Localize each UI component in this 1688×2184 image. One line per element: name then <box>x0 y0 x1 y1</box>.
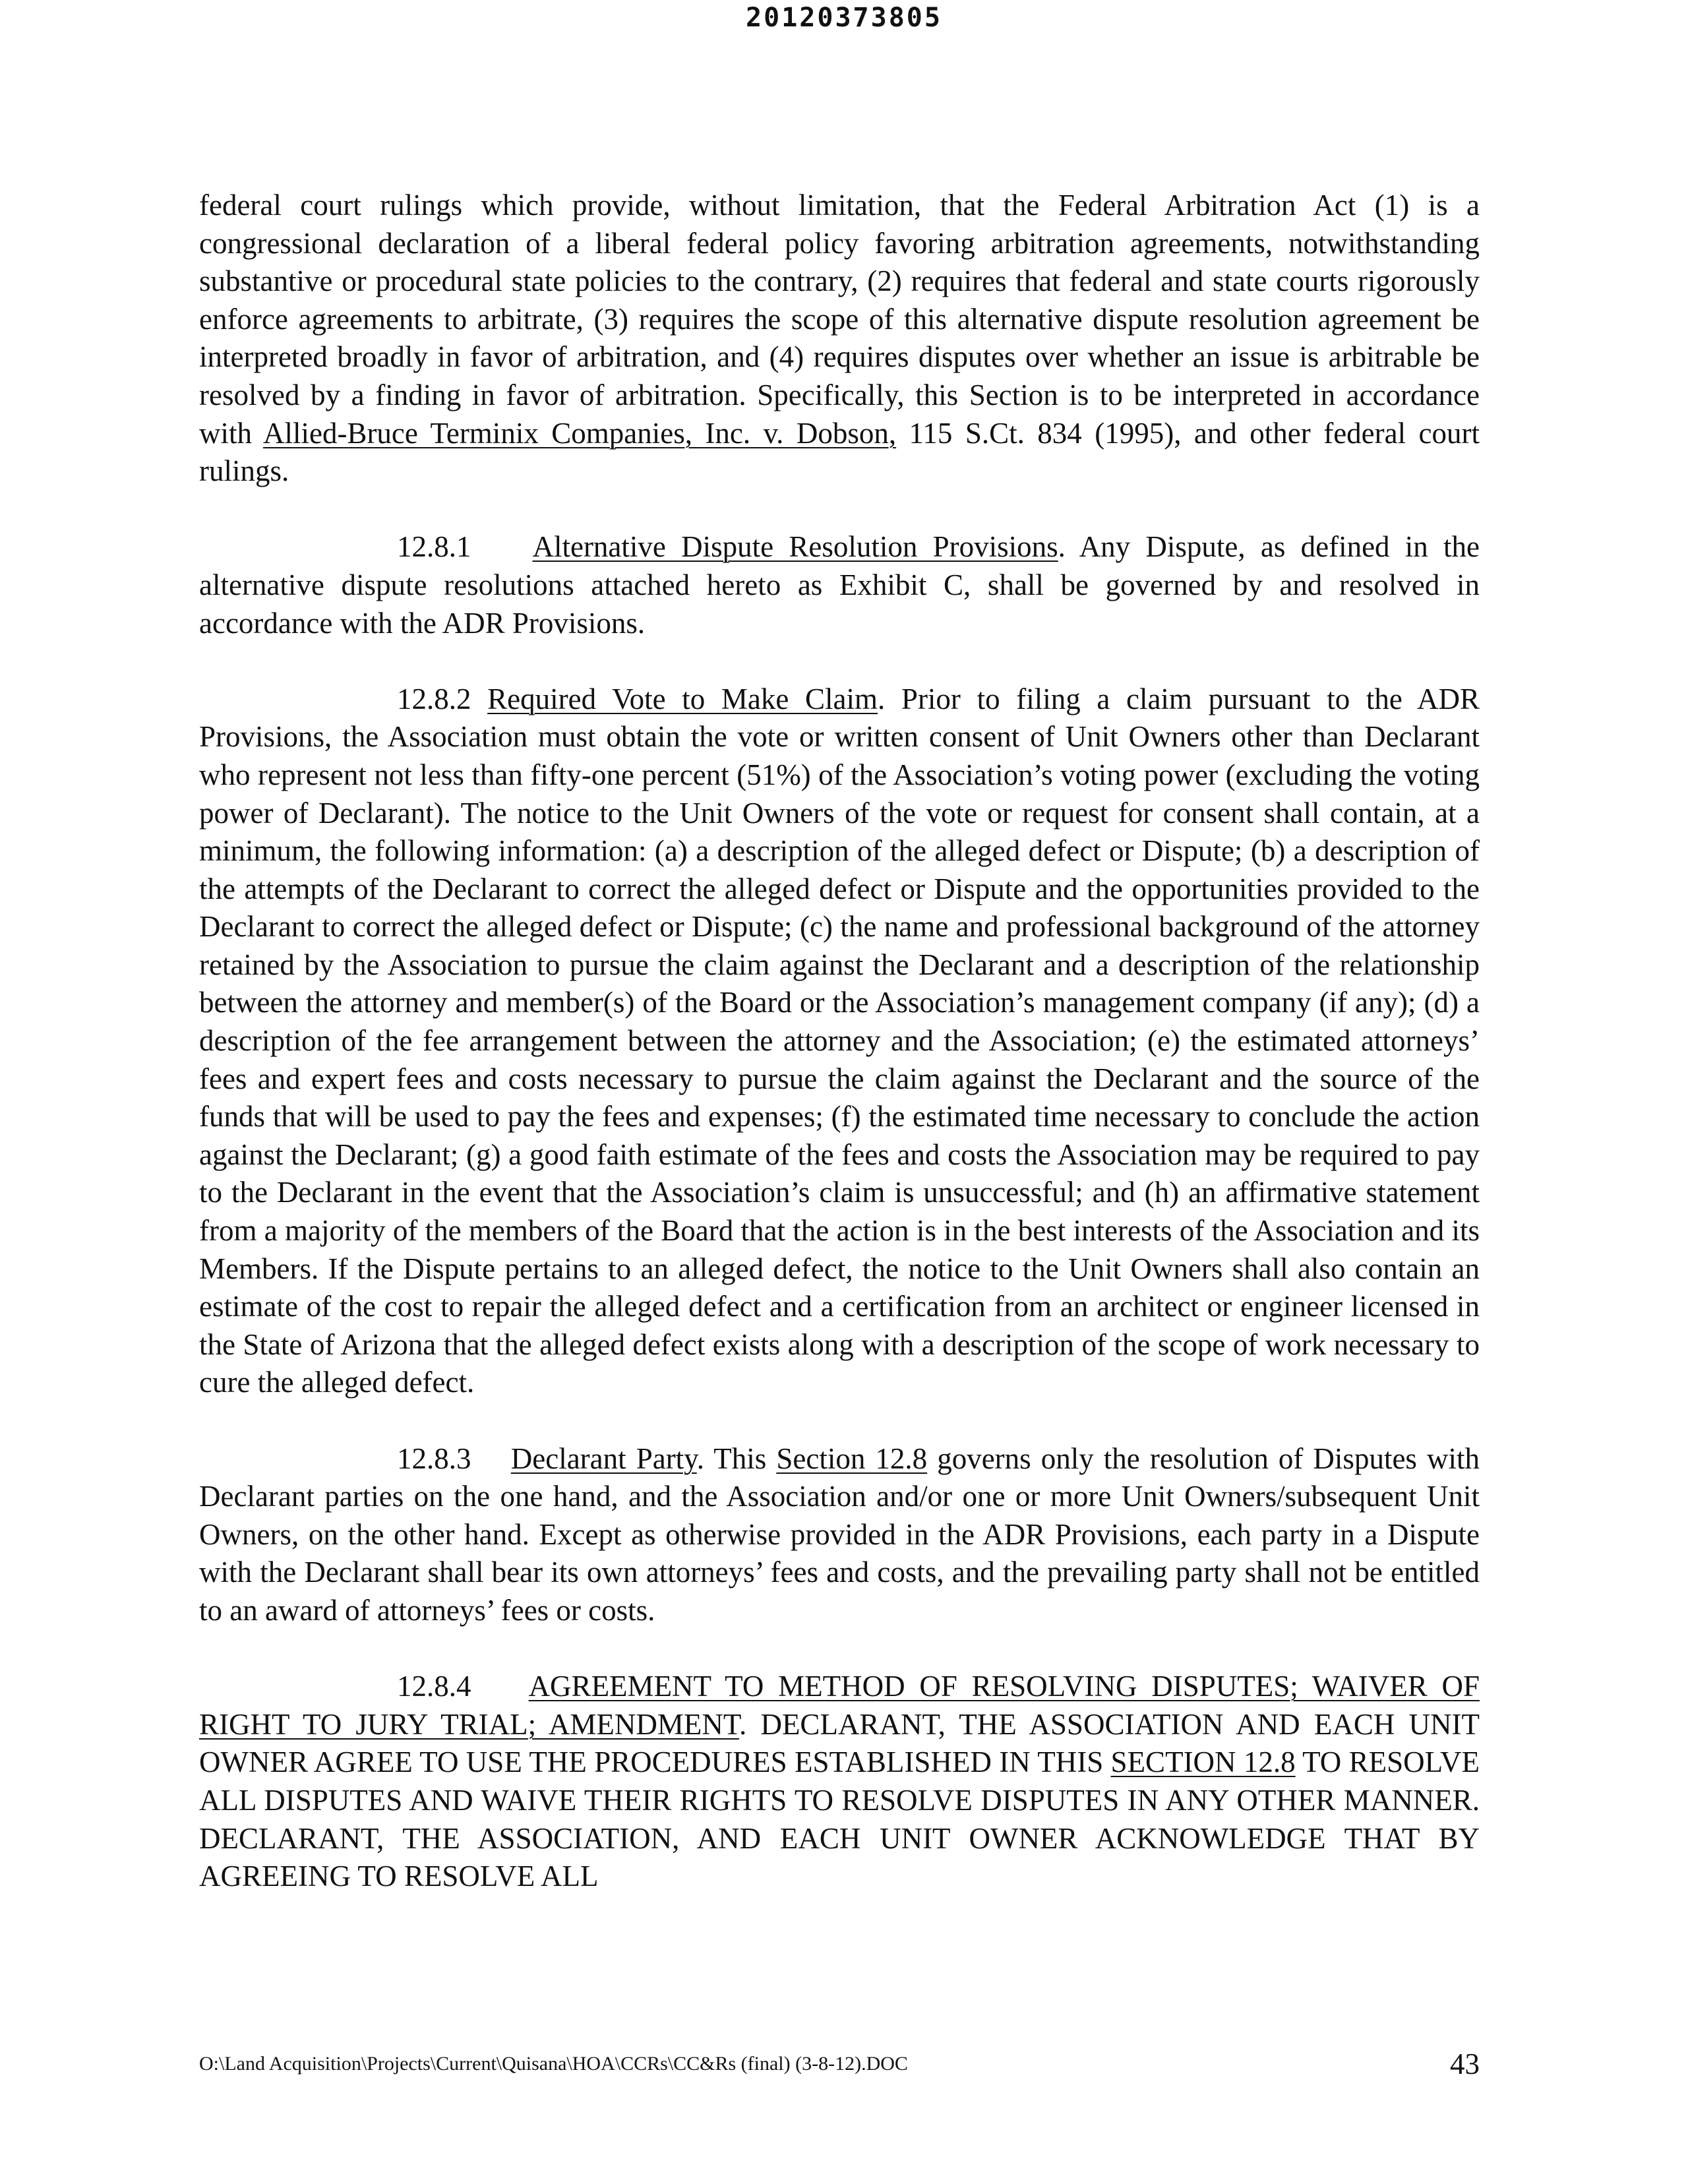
section-title: Required Vote to Make Claim <box>487 682 878 715</box>
section-body: governs only the resolution of Disputes with Declarant parties on the one hand, and the Association and/or one or more Unit Owners/subsequent Unit Owners, on the other hand. Except as otherwise provided in the ADR Provisions, each party in a Dispute with the Declarant shall bear its own attorneys’ fees and costs, and the prevailing party shall not be entitled to an award of attorneys’ fees or costs. <box>199 1441 1480 1627</box>
section-number: 12.8.4 <box>397 1670 471 1703</box>
section-body: . DECLARANT, THE ASSOCIATION AND EACH UNIT OWNER AGREE TO USE THE PROCEDURES ESTABLISHED IN THIS <box>199 1707 1480 1779</box>
section-number: 12.8.1 <box>397 530 471 564</box>
section-number: 12.8.3 <box>397 1441 471 1475</box>
page-number: 43 <box>1450 2048 1480 2080</box>
section-body: TO RESOLVE ALL DISPUTES AND WAIVE THEIR RIGHTS TO RESOLVE DISPUTES IN ANY OTHER MANNER. DECLARANT, THE ASSOCIATION, AND EACH UNIT OWNER ACKNOWLEDGE THAT BY AGREEING TO RESOLVE ALL <box>199 1745 1480 1893</box>
section-12-8-1 <box>199 528 1480 642</box>
paragraph-federal-court-rulings <box>199 187 1480 491</box>
footer-file-path: O:\Land Acquisition\Projects\Current\Quisana\HOA\CCRs\CC&Rs (final) (3-8-12).DOC <box>199 2053 908 2075</box>
section-12-8-4 <box>199 1668 1480 1896</box>
section-body: . Prior to filing a claim pursuant to the ADR Provisions, the Association must obtain the vote or written consent of Unit Owners other than Declarant who represent not less than fifty-one percent (51%) of the Association’s voting power (excluding the voting power of Declarant). The notice to the Unit Owners of the vote or request for consent shall contain, at a minimum, the following information: (a) a description of the alleged defect or Dispute; (b) a description of the attempts of the Declarant to correct the alleged defect or Dispute and the opportunities provided to the Declarant to correct the alleged defect or Dispute; (c) the name and professional background of the attorney retained by the Association to pursue the claim against the Declarant and a description of the relationship between the attorney and member(s) of the Board or the Association’s management company (if any); (d) a description of the fee arrangement between the attorney and the Association; (e) the estimated attorneys’ fees and expert fees and costs necessary to pursue the claim against the Declarant and the source of the funds that will be used to pay the fees and expenses; (f) the estimated time necessary to conclude the action against the Declarant; (g) a good faith estimate of the fees and costs the Association may be required to pay to the Declarant in the event that the Association’s claim is unsuccessful; and (h) an affirmative statement from a majority of the members of the Board that the action is in the best interests of the Association and its Members. If the Dispute pertains to an alleged defect, the notice to the Unit Owners shall also contain an estimate of the cost to repair the alleged defect and a certification from an architect or engineer licensed in the State of Arizona that the alleged defect exists along with a description of the scope of work necessary to cure the alleged defect. <box>199 682 1480 1399</box>
document-body <box>199 187 1480 1933</box>
section-title: AGREEMENT TO METHOD OF RESOLVING DISPUTES; WAIVER OF RIGHT TO JURY TRIAL; AMENDMENT <box>199 1670 1480 1741</box>
section-body: . This <box>696 1441 777 1475</box>
case-citation: Allied-Bruce Terminix Companies, Inc. v. Dobson, <box>262 416 897 450</box>
section-reference: SECTION 12.8 <box>1110 1745 1296 1779</box>
section-12-8-2 <box>199 681 1480 1402</box>
section-title: Declarant Party <box>510 1441 697 1475</box>
document-number: 20120373805 <box>746 3 942 33</box>
section-title: Alternative Dispute Resolution Provisions <box>532 530 1058 564</box>
paragraph-text: 115 S.Ct. 834 (1995), and other federal court rulings. <box>199 416 1480 488</box>
section-reference: Section 12.8 <box>776 1441 928 1475</box>
section-number: 12.8.2 <box>397 682 471 715</box>
section-12-8-3 <box>199 1440 1480 1630</box>
paragraph-text: federal court rulings which provide, without limitation, that the Federal Arbitration Act (1) is a congressional declaration of a liberal federal policy favoring arbitration agreements, notwithstanding substantive or procedural state policies to the contrary, (2) requires that federal and state courts rigorously enforce agreements to arbitrate, (3) requires the scope of this alternative dispute resolution agreement be interpreted broadly in favor of arbitration, and (4) requires disputes over whether an issue is arbitrable be resolved by a finding in favor of arbitration. Specifically, this Section is to be interpreted in accordance with <box>199 189 1480 450</box>
section-body: . Any Dispute, as defined in the alternative dispute resolutions attached hereto as Exhibit C, shall be governed by and resolved in accordance with the ADR Provisions. <box>199 530 1480 640</box>
